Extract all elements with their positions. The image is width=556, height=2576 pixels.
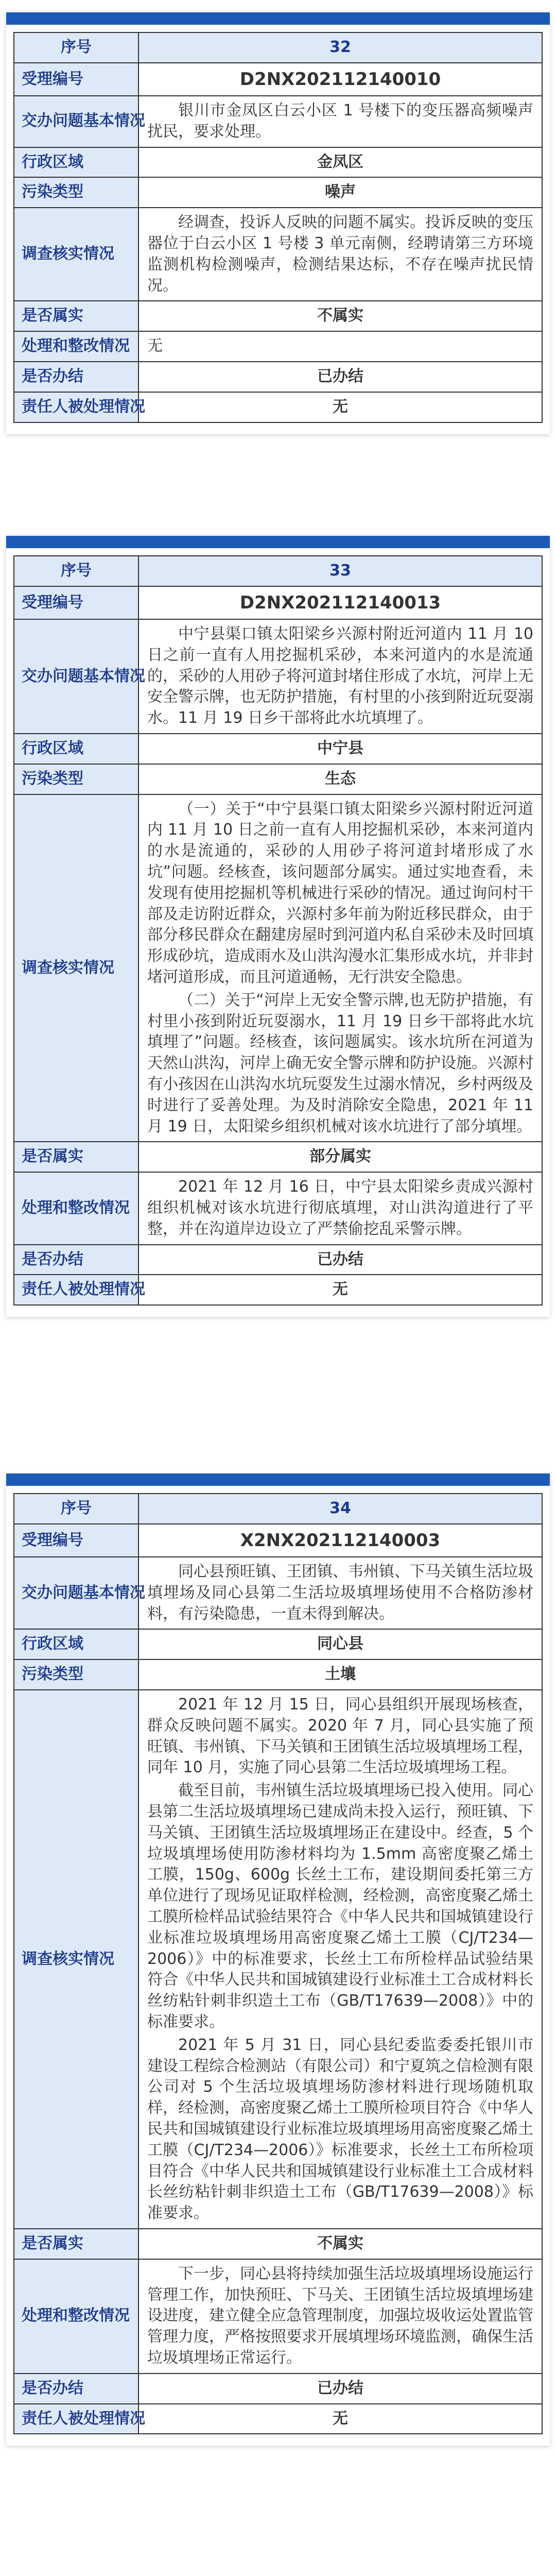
pollution-type-value: 土壤	[138, 1659, 542, 1690]
record-card-33	[6, 536, 550, 1317]
pollution-type-row	[14, 1659, 542, 1690]
pollution-type-row	[14, 177, 542, 208]
closed-value: 已办结	[138, 1245, 542, 1275]
admin-region-value: 同心县	[138, 1629, 542, 1659]
case-no-value: D2NX202112140013	[138, 586, 542, 619]
verification-label: 调查核实情况	[14, 1690, 138, 2229]
handling-text: 2021 年 12 月 16 日，中宁县太阳梁乡责成兴源村组织机械对该水坑进行彻底填埋，对山洪沟道进行了平整，并在沟道岸边设立了严禁偷挖乱采警示牌。	[147, 1178, 533, 1238]
pollution-type-value: 噪声	[138, 177, 542, 208]
seq-value: 34	[138, 1494, 542, 1524]
admin-region-row	[14, 147, 542, 178]
case-no-row	[14, 586, 542, 619]
verification-paragraph: 2021 年 12 月 15 日，同心县组织开展现场核查，群众反映问题不属实。2020 年 7 月，同心县实施了预旺镇、韦州镇、下马关镇和王团镇生活垃圾填埋场工程，同年 10 月，实施了同心县第二生活垃圾填埋场工程。	[147, 1696, 533, 1777]
verification-paragraph: （二）关于“河岸上无安全警示牌,也无防护措施，有村里小孩到附近玩耍溺水，11 月 19 日乡干部将此水坑填埋了”问题。经核查，该问题属实。该水坑所在河道为天然山洪沟，河岸上确无安全警示牌和防护设施。兴源村有小孩因在山洪沟水坑玩耍发生过溺水情况，乡村两级及时进行了妥善处理。为及时消除安全隐患，2021 年 11 月 19 日，太阳梁乡组织机械对该水坑进行了部分填埋。	[147, 991, 533, 1136]
seq-row	[14, 556, 542, 586]
handling-row	[14, 1172, 542, 1244]
basic-situation-text: 同心县预旺镇、王团镇、韦州镇、下马关镇生活垃圾填埋场及同心县第二生活垃圾填埋场使用不合格防渗材料，有污染隐患，一直未得到解决。	[147, 1563, 533, 1623]
verification-row	[14, 794, 542, 1142]
handling-label: 处理和整改情况	[14, 1172, 138, 1244]
basic-situation-row	[14, 1557, 542, 1629]
verification-paragraph: （一）关于“中宁县渠口镇太阳梁乡兴源村附近河道内 11 月 10 日之前一直有人用挖掘机采砂，本来河道内的水是流通的，采砂的人用砂子将河道封堵形成了水坑”问题。经核查，该问题部分属实。通过实地查看，未发现有使用挖掘机等机械进行采砂的情况。通过询问村干部及走访附近群众，兴源村多年前为附近移民群众，由于部分移民群众在翻建房屋时到河道内私自采砂未及时回填形成砂坑，造成雨水及山洪沟漫水汇集形成水坑，并非封堵河道形成，而且河道通畅，无行洪安全隐患。	[147, 800, 533, 986]
case-no-label: 受理编号	[14, 1524, 138, 1557]
verification-label: 调查核实情况	[14, 794, 138, 1142]
verification-value	[138, 794, 542, 1142]
verification-label: 调查核实情况	[14, 208, 138, 301]
record-table	[13, 32, 543, 423]
seq-label: 序号	[14, 32, 138, 63]
accountability-label: 责任人被处理情况	[14, 392, 138, 422]
is-true-value: 部分属实	[138, 1142, 542, 1172]
basic-situation-row	[14, 96, 542, 147]
closed-row	[14, 2374, 542, 2404]
basic-situation-value	[138, 96, 542, 147]
pollution-type-label: 污染类型	[14, 764, 138, 794]
basic-situation-text: 银川市金凤区白云小区 1 号楼下的变压器高频噪声扰民，要求处理。	[147, 101, 533, 141]
accountability-row	[14, 2404, 542, 2434]
is-true-label: 是否属实	[14, 301, 138, 331]
closed-label: 是否办结	[14, 1245, 138, 1275]
is-true-label: 是否属实	[14, 2229, 138, 2259]
pollution-type-value: 生态	[138, 764, 542, 794]
record-card-34	[6, 1473, 550, 2446]
basic-situation-label: 交办问题基本情况	[14, 1557, 138, 1629]
is-true-value: 不属实	[138, 301, 542, 331]
card-header-bar	[6, 12, 550, 25]
basic-situation-label: 交办问题基本情况	[14, 619, 138, 734]
handling-row	[14, 331, 542, 362]
seq-row	[14, 32, 542, 63]
accountability-label: 责任人被处理情况	[14, 2404, 138, 2434]
closed-row	[14, 1245, 542, 1275]
verification-row	[14, 1690, 542, 2229]
basic-situation-label: 交办问题基本情况	[14, 96, 138, 147]
handling-label: 处理和整改情况	[14, 2259, 138, 2374]
verification-value	[138, 208, 542, 301]
admin-region-row	[14, 1629, 542, 1659]
card-header-bar	[6, 1473, 550, 1486]
seq-value: 33	[138, 556, 542, 586]
closed-value: 已办结	[138, 2374, 542, 2404]
basic-situation-value	[138, 619, 542, 734]
handling-value: 无	[138, 331, 542, 362]
admin-region-value: 中宁县	[138, 734, 542, 764]
case-no-label: 受理编号	[14, 63, 138, 96]
verification-paragraph: 2021 年 5 月 31 日，同心县纪委监委委托银川市建设工程综合检测站（有限公司）和宁夏筑之信检测有限公司对 5 个生活垃圾填埋场防渗材料进行现场随机取样，经检测，高密度聚乙烯土工膜所检项目符合《中华人民共和国城镇建设行业标准垃圾填埋场用高密度聚乙烯土工膜（CJ/T234—2006）》标准要求，长丝土工布所检项目符合《中华人民共和国城镇建设行业标准土工合成材料长丝纺粘针刺非织造土工布（GB/T17639—2008）》标准要求。	[147, 2036, 533, 2223]
basic-situation-text: 中宁县渠口镇太阳梁乡兴源村附近河道内 11 月 10 日之前一直有人用挖掘机采砂，本来河道内的水是流通的，采砂的人用砂子将河道封堵住形成了水坑，河岸上无安全警示牌，也无防护措施，有村里的小孩到附近玩耍溺水。11 月 19 日乡干部将此水坑填埋了。	[147, 625, 533, 727]
admin-region-label: 行政区域	[14, 147, 138, 178]
card-header-bar	[6, 536, 550, 548]
closed-row	[14, 362, 542, 392]
is-true-row	[14, 2229, 542, 2259]
basic-situation-value	[138, 1557, 542, 1629]
accountability-label: 责任人被处理情况	[14, 1275, 138, 1305]
admin-region-label: 行政区域	[14, 1629, 138, 1659]
accountability-value: 无	[138, 2404, 542, 2434]
verification-paragraph: 截至目前，韦州镇生活垃圾填埋场已投入使用。同心县第二生活垃圾填埋场已建成尚未投入运行，预旺镇、下马关镇、王团镇生活垃圾填埋场正在建设中。经查，5 个垃圾填埋场使用防渗材料均为 1.5mm 高密度聚乙烯土工膜，150g、600g 长丝土工布，建设期间委托第三方单位进行了现场见证取样检测，经检测，高密度聚乙烯土工膜所检样品试验结果符合《中华人民共和国城镇建设行业标准垃圾填埋场用高密度聚乙烯土工膜（CJ/T234—2006）》中的标准要求，长丝土工布所检样品试验结果符合《中华人民共和国城镇建设行业标准土工合成材料长丝纺粘针刺非织造土工布（GB/T17639—2008）》中的标准要求。	[147, 1782, 533, 2031]
admin-region-value: 金凤区	[138, 147, 542, 178]
is-true-row	[14, 1142, 542, 1172]
record-card-32	[6, 12, 550, 434]
handling-value	[138, 1172, 542, 1244]
seq-row	[14, 1494, 542, 1524]
is-true-value: 不属实	[138, 2229, 542, 2259]
handling-text: 下一步，同心县将持续加强生活垃圾填埋场设施运行管理工作，加快预旺、下马关、王团镇生活垃圾填埋场建设进度，建立健全应急管理制度，加强垃圾收运处置监管管理力度，严格按照要求开展填埋场环境监测，确保生活垃圾填埋场正常运行。	[147, 2264, 533, 2367]
case-no-value: D2NX202112140010	[138, 63, 542, 96]
case-no-value: X2NX202112140003	[138, 1524, 542, 1557]
seq-label: 序号	[14, 1494, 138, 1524]
case-no-row	[14, 1524, 542, 1557]
seq-value: 32	[138, 32, 542, 63]
closed-label: 是否办结	[14, 362, 138, 392]
verification-paragraph: 经调查，投诉人反映的问题不属实。投诉反映的变压器位于白云小区 1 号楼 3 单元南侧，经聘请第三方环境监测机构检测噪声，检测结果达标，不存在噪声扰民情况。	[147, 213, 533, 295]
basic-situation-row	[14, 619, 542, 734]
is-true-row	[14, 301, 542, 331]
record-table	[13, 1493, 543, 2434]
is-true-label: 是否属实	[14, 1142, 138, 1172]
admin-region-row	[14, 734, 542, 764]
admin-region-label: 行政区域	[14, 734, 138, 764]
record-table	[13, 555, 543, 1306]
case-no-label: 受理编号	[14, 586, 138, 619]
pollution-type-label: 污染类型	[14, 1659, 138, 1690]
closed-label: 是否办结	[14, 2374, 138, 2404]
pollution-type-row	[14, 764, 542, 794]
pollution-type-label: 污染类型	[14, 177, 138, 208]
verification-value	[138, 1690, 542, 2229]
handling-label: 处理和整改情况	[14, 331, 138, 362]
accountability-row	[14, 1275, 542, 1305]
seq-label: 序号	[14, 556, 138, 586]
accountability-row	[14, 392, 542, 422]
handling-value	[138, 2259, 542, 2374]
handling-row	[14, 2259, 542, 2374]
verification-row	[14, 208, 542, 301]
accountability-value: 无	[138, 1275, 542, 1305]
case-no-row	[14, 63, 542, 96]
accountability-value: 无	[138, 392, 542, 422]
closed-value: 已办结	[138, 362, 542, 392]
